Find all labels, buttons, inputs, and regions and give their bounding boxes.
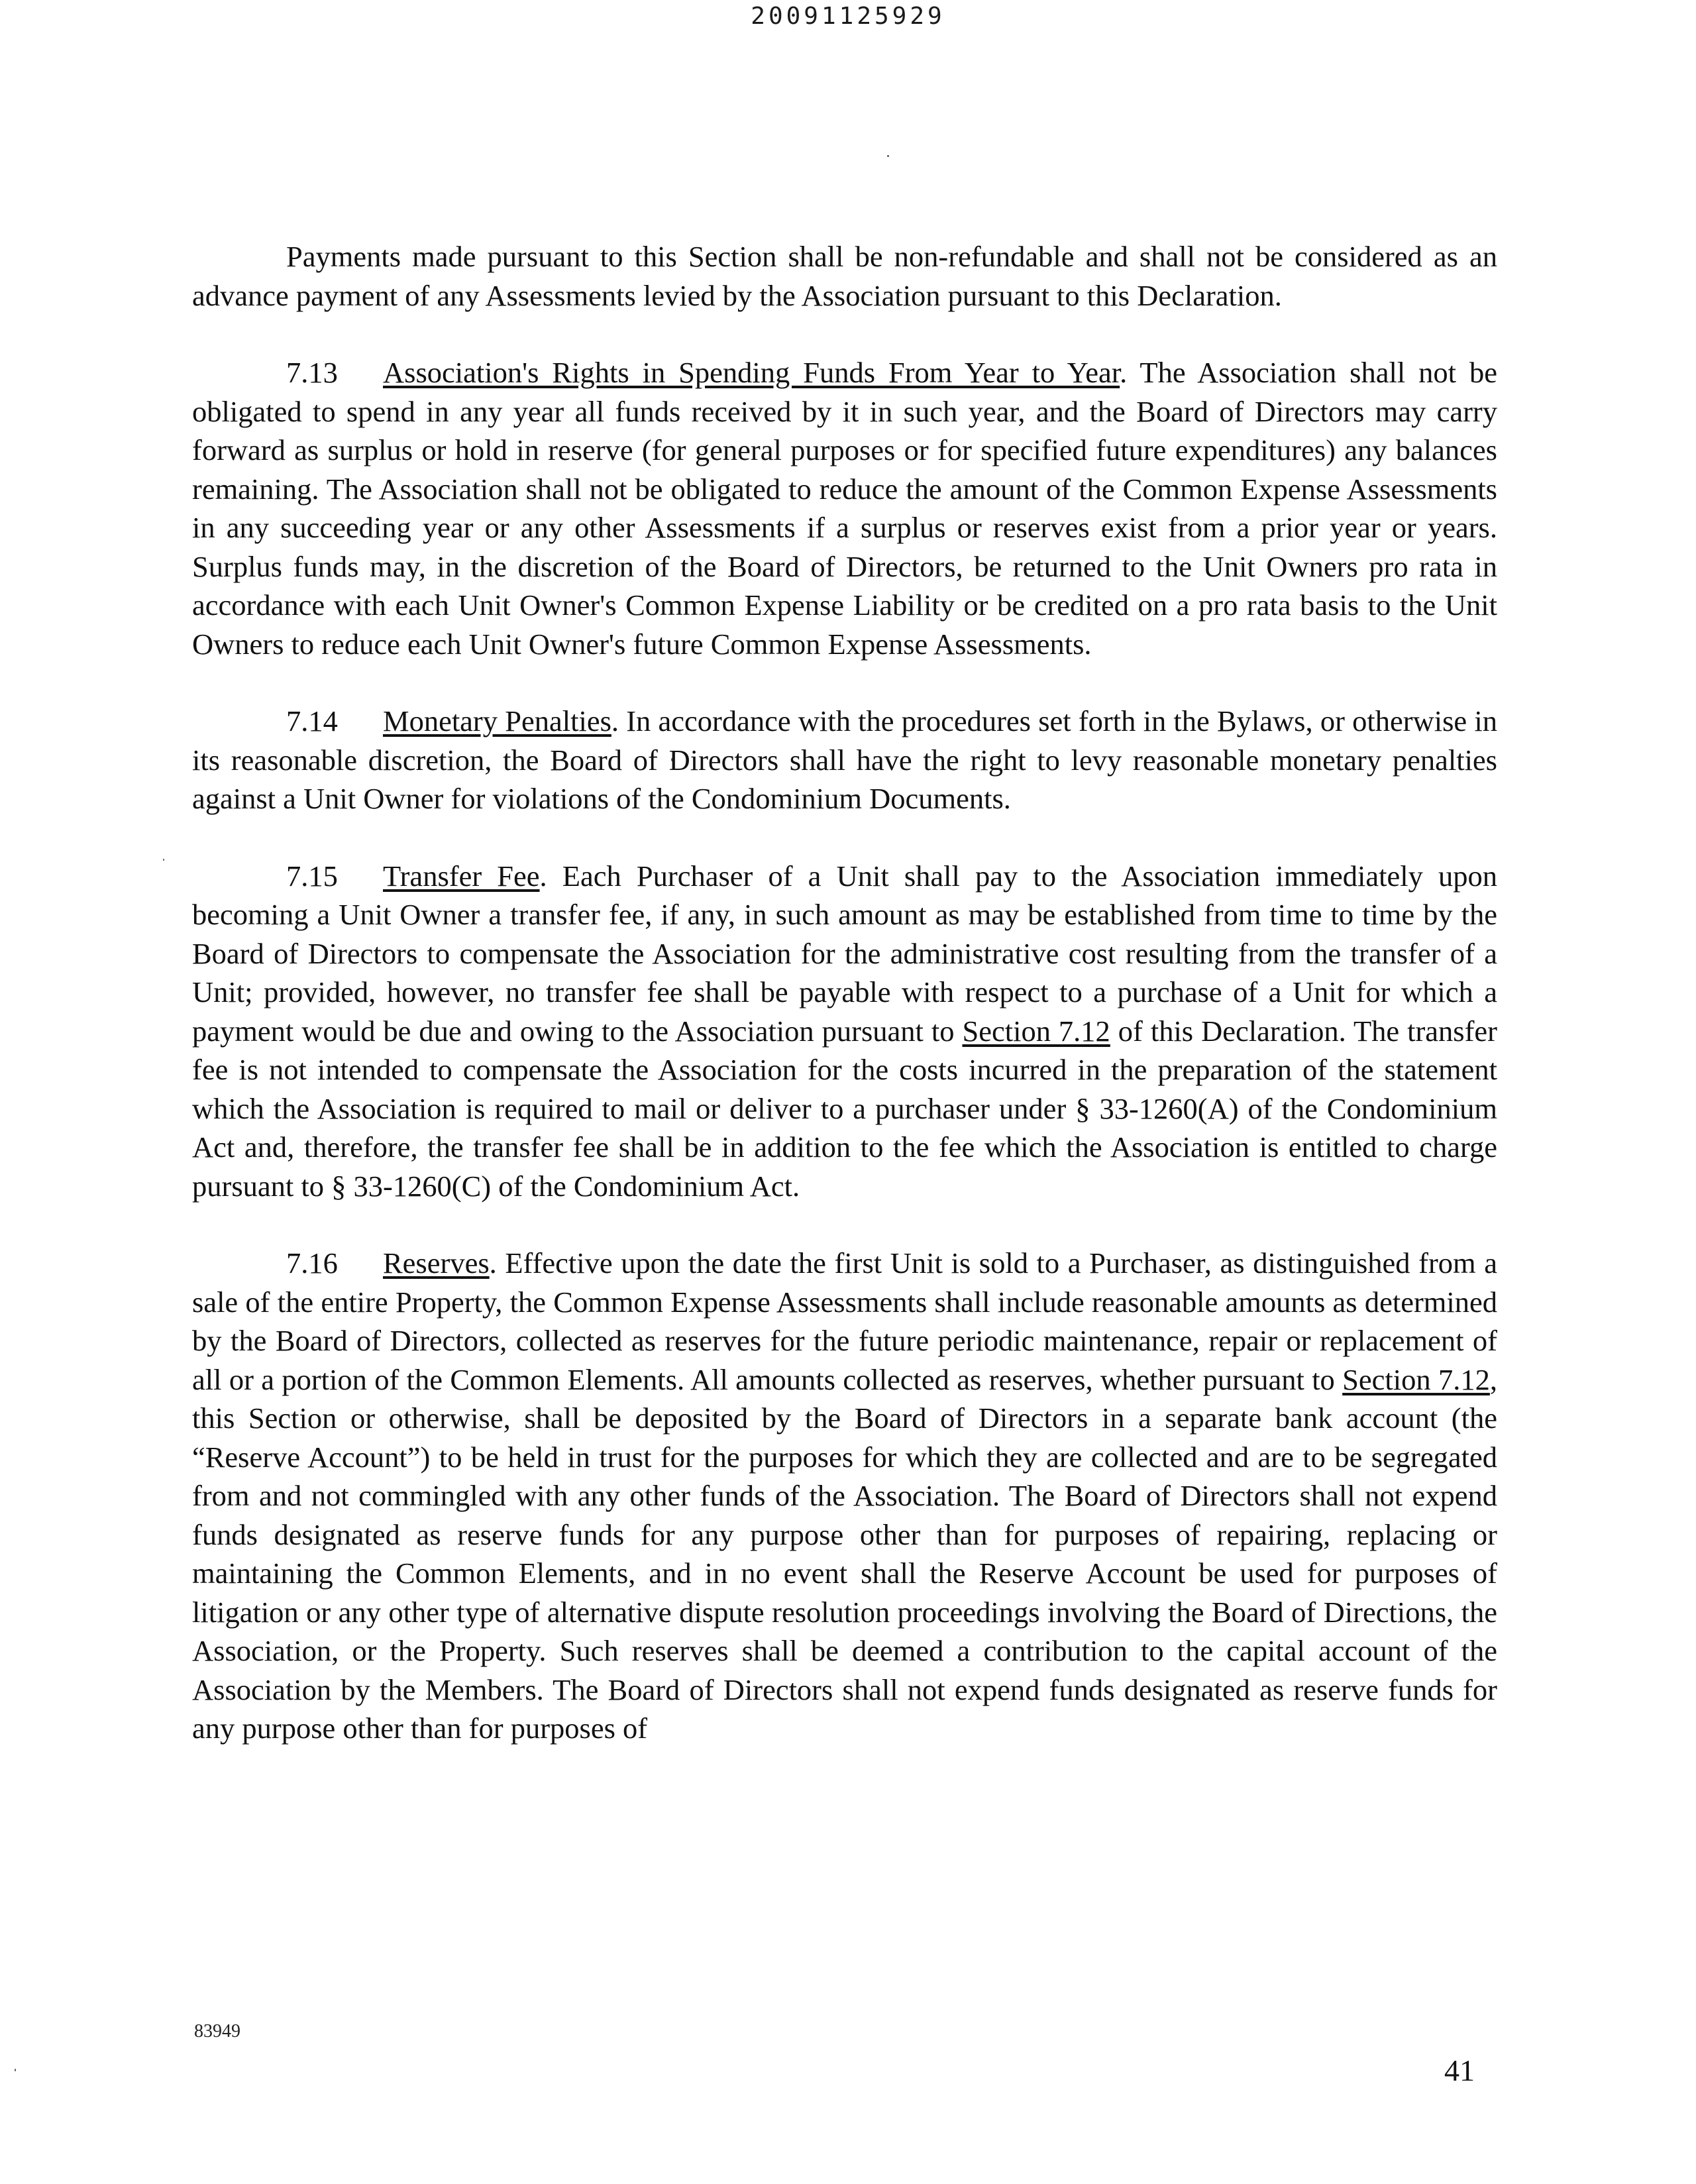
section-reference-link: Section 7.12: [962, 1014, 1110, 1048]
section-7-14: [192, 702, 1497, 818]
section-text: . The Association shall not be obligated to spend in any year all funds received by it in such year, and the Board of Directors may carry forward as surplus or hold in reserve (for general purposes or for specified future expenditures) any balances remaining. The Association shall not be obligated to reduce the amount of the Common Expense Assessments in any succeeding year or any other Assessments if a surplus or reserves exist from a prior year or years. Surplus funds may, in the discretion of the Board of Directors, be returned to the Unit Owners pro rata in accordance with each Unit Owner's Common Expense Liability or be credited on a pro rata basis to the Unit Owners to reduce each Unit Owner's future Common Expense Assessments.: [192, 356, 1498, 661]
section-number: 7.14: [286, 704, 338, 737]
section-text: . Each Purchaser of a Unit shall pay to the Association immediately upon becoming a Unit Owner a transfer fee, if any, in such amount as may be established from time to time by the Board of Directors to compensate the Association for the administrative cost resulting from the transfer of a Unit; provided, however, no transfer fee shall be payable with respect to a purchase of a Unit for which a payment would be due and owing to the Association pursuant to: [192, 859, 1497, 1048]
section-number: 7.16: [286, 1246, 338, 1280]
scan-speck: [887, 155, 889, 157]
footer-document-code: 83949: [194, 2021, 240, 2042]
section-number: 7.15: [286, 859, 338, 893]
section-7-15: [192, 857, 1497, 1206]
section-text: of this Declaration. The transfer fee is not intended to compensate the Association for the costs incurred in the preparation of the statement which the Association is required to mail or deliver to a purchaser under § 33-1260(A) of the Condominium Act and, therefore, the transfer fee shall be in addition to the fee which the Association is entitled to charge pursuant to § 33-1260(C) of the Condominium Act.: [192, 1014, 1497, 1203]
section-text: , this Section or otherwise, shall be deposited by the Board of Directors in a separate bank account (the “Reserve Account”) to be held in trust for the purposes for which they are collected and are to be segregated from and not commingled with any other funds of the Association. The Board of Directors shall not expend funds designated as reserve funds for any purpose other than for purposes of repairing, replacing or maintaining the Common Elements, and in no event shall the Reserve Account be used for purposes of litigation or any other type of alternative dispute resolution proceedings involving the Board of Directions, the Association, or the Property. Such reserves shall be deemed a contribution to the capital account of the Association by the Members. The Board of Directors shall not expend funds designated as reserve funds for any purpose other than for purposes of: [192, 1362, 1497, 1745]
section-text: . Effective upon the date the first Unit is sold to a Purchaser, as distinguished from a sale of the entire Property, the Common Expense Assessments shall include reasonable amounts as determined by the Board of Directors, collected as reserves for the future periodic maintenance, repair or replacement of all or a portion of the Common Elements. All amounts collected as reserves, whether pursuant to: [192, 1246, 1497, 1396]
section-heading: Reserves: [383, 1246, 490, 1280]
scan-speck: [15, 2069, 16, 2071]
paragraph-payments-nonrefundable: [192, 237, 1497, 315]
section-number: 7.13: [286, 356, 338, 389]
paragraph-text: Payments made pursuant to this Section shall be non-refundable and shall not be considered as an advance payment of any Assessments levied by the Association pursuant to this Declaration.: [192, 240, 1497, 312]
section-heading: Transfer Fee: [383, 859, 540, 893]
section-7-16: [192, 1244, 1497, 1748]
page-number: 41: [1444, 2053, 1475, 2087]
section-7-13: [192, 353, 1497, 663]
document-body: [192, 237, 1497, 1786]
document-id-header: 20091125929: [751, 3, 945, 30]
section-reference-link: Section 7.12: [1342, 1362, 1490, 1396]
section-heading: Association's Rights in Spending Funds From Year to Year: [383, 356, 1120, 389]
section-text: . In accordance with the procedures set forth in the Bylaws, or otherwise in its reasonable discretion, the Board of Directors shall have the right to levy reasonable monetary penalties against a Unit Owner for violations of the Condominium Documents.: [192, 704, 1497, 815]
section-heading: Monetary Penalties: [383, 704, 611, 737]
scan-speck: [163, 859, 164, 861]
